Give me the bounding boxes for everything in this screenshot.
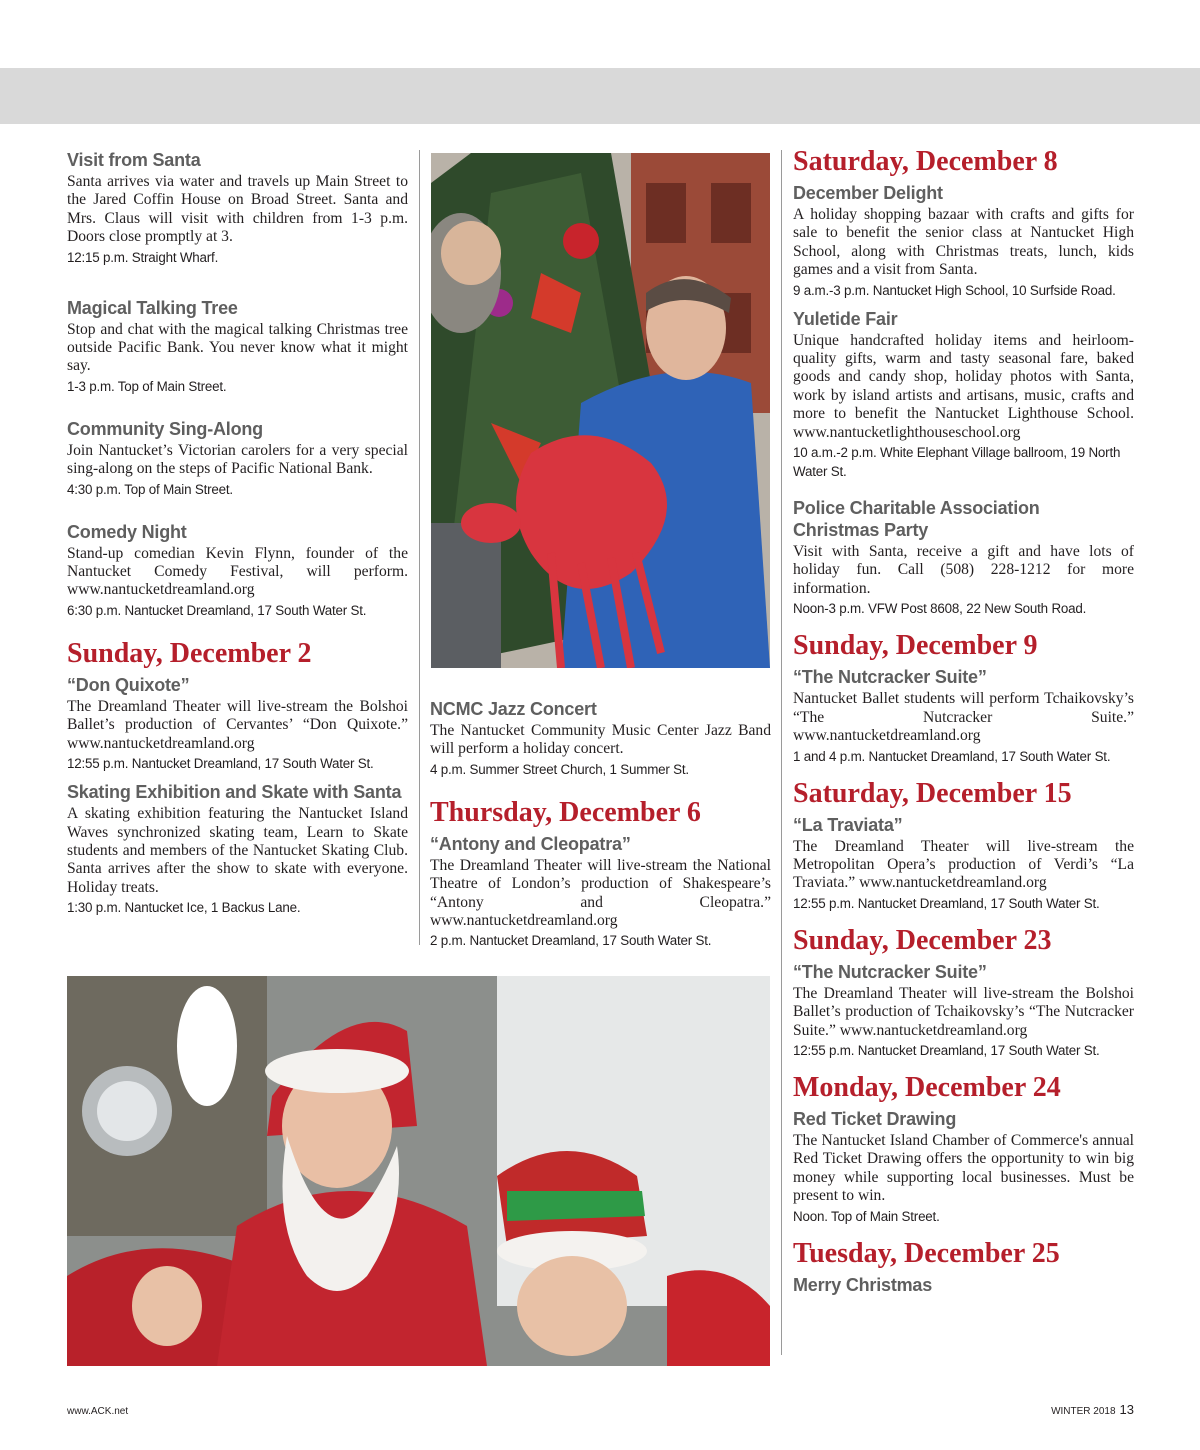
event-description: Join Nantucket’s Victorian carolers for a very special sing-along on the steps of Pacific National Bank.	[67, 441, 408, 478]
event-description: A holiday shopping bazaar with crafts and gifts for sale to benefit the senior class at Nantucket High School, along with Christmas treats, lunch, kids games and a visit from Santa.	[793, 206, 1134, 279]
footer-issue	[1051, 1402, 1134, 1417]
event-description: A skating exhibition featuring the Nantucket Island Waves synchronized skating team, Learn to Skate students and members of the Nantucket Skating Club. Santa arrives after the show to skate with everyone. Holiday treats.	[67, 805, 408, 896]
photo-illustration	[67, 976, 770, 1366]
event-police-christmas-party	[793, 497, 1134, 618]
day-section-thursday-dec-6	[430, 797, 771, 951]
event-title: “Don Quixote”	[67, 674, 190, 695]
event-time: 2 p.m. Nantucket Dreamland, 17 South Water St.	[430, 933, 712, 949]
event-description: Unique handcrafted holiday items and heirloom-quality gifts, warm and tasty seasonal fare, baked goods and candy shop, holiday photos with Santa, work by island artists and artisans, music, crafts and more to benefit the Nantucket Lighthouse School. www.nantucketlighthouseschool.org	[793, 331, 1134, 441]
event-skating-exhibition	[67, 781, 408, 917]
event-merry-christmas	[793, 1274, 1134, 1296]
event-description: The Dreamland Theater will live-stream the Bolshoi Ballet’s production of Tchaikovsky’s “The Nutcracker Suite.” www.nantucketdreamland.org	[793, 984, 1134, 1039]
day-heading: Thursday, December 6	[430, 796, 701, 828]
event-comedy-night	[67, 521, 408, 620]
event-description: Santa arrives via water and travels up Main Street to the Jared Coffin House on Broad Street. Santa and Mrs. Claus will visit with children from 1-3 p.m. Doors close promptly at 3.	[67, 173, 408, 246]
event-nutcracker-ballet	[793, 666, 1134, 765]
photo-christmas-tree-man	[431, 153, 770, 668]
day-heading: Monday, December 24	[793, 1071, 1061, 1103]
event-time: 10 a.m.-2 p.m. White Elephant Village ballroom, 19 North Water St.	[793, 445, 1121, 480]
event-time: 4 p.m. Summer Street Church, 1 Summer St.	[430, 761, 689, 777]
day-section-saturday-dec-8	[793, 146, 1134, 618]
event-la-traviata	[793, 814, 1134, 913]
event-description: The Dreamland Theater will live-stream the Bolshoi Ballet’s production of Cervantes’ “Don Quixote.” www.nantucketdreamland.org	[67, 697, 408, 752]
event-title: Skating Exhibition and Skate with Santa	[67, 782, 402, 803]
event-description: The Nantucket Community Music Center Jazz Band will perform a holiday concert.	[430, 722, 771, 758]
event-description: Stop and chat with the magical talking Christmas tree outside Pacific Bank. You never know what it might say.	[67, 320, 408, 375]
day-section-sunday-dec-23	[793, 925, 1134, 1060]
event-description: Visit with Santa, receive a gift and have lots of holiday fun. Call (508) 228-1212 for more information.	[793, 543, 1134, 597]
event-time: 4:30 p.m. Top of Main Street.	[67, 481, 233, 497]
event-title: Comedy Night	[67, 521, 187, 542]
event-title: Visit from Santa	[67, 150, 201, 170]
day-heading: Saturday, December 15	[793, 777, 1072, 809]
day-heading: Sunday, December 2	[67, 637, 312, 669]
event-description: The Dreamland Theater will live-stream the National Theatre of London’s production of Shakespeare’s “Antony and Cleopatra.” www.nantucketdreamland.org	[430, 856, 771, 930]
event-yuletide-fair	[793, 308, 1134, 481]
event-time: 1:30 p.m. Nantucket Ice, 1 Backus Lane.	[67, 900, 301, 916]
event-description: The Nantucket Island Chamber of Commerce's annual Red Ticket Drawing offers the opportunity to win big money while supporting local businesses. Must be present to win.	[793, 1131, 1134, 1205]
event-time: 1-3 p.m. Top of Main Street.	[67, 378, 227, 394]
event-title: NCMC Jazz Concert	[430, 699, 597, 719]
event-description: Nantucket Ballet students will perform Tchaikovsky’s “The Nutcracker Suite.” www.nantucketdreamland.org	[793, 690, 1134, 745]
header-bar	[0, 68, 1200, 124]
day-section-tuesday-dec-25	[793, 1238, 1134, 1296]
event-title: Magical Talking Tree	[67, 297, 238, 318]
column-divider	[419, 150, 420, 945]
event-antony-and-cleopatra	[430, 833, 771, 951]
day-section-monday-dec-24	[793, 1072, 1134, 1226]
column-right	[793, 146, 1134, 1298]
day-heading: Sunday, December 23	[793, 924, 1052, 956]
column-left	[67, 149, 408, 917]
event-red-ticket-drawing	[793, 1108, 1134, 1226]
photo-illustration	[431, 153, 770, 668]
footer-issue-label: WINTER 2018	[1051, 1406, 1116, 1417]
event-time: 12:55 p.m. Nantucket Dreamland, 17 South Water St.	[67, 756, 374, 772]
footer-url: www.ACK.net	[67, 1406, 129, 1417]
column-divider	[781, 150, 782, 1355]
event-time: 12:55 p.m. Nantucket Dreamland, 17 South Water St.	[793, 895, 1100, 911]
event-title: Yuletide Fair	[793, 308, 898, 329]
day-section-sunday-dec-9	[793, 630, 1134, 765]
event-description: Stand-up comedian Kevin Flynn, founder of the Nantucket Comedy Festival, will perform. www.nantucketdreamland.org	[67, 544, 408, 599]
column-middle	[430, 698, 771, 950]
event-time: 1 and 4 p.m. Nantucket Dreamland, 17 South Water St.	[793, 748, 1111, 764]
event-nutcracker-livestream	[793, 961, 1134, 1060]
event-time: Noon-3 p.m. VFW Post 8608, 22 New South Road.	[793, 601, 1087, 617]
event-title: Police Charitable Association Christmas Party	[793, 498, 1040, 541]
day-heading: Saturday, December 8	[793, 146, 1058, 177]
day-heading: Tuesday, December 25	[793, 1237, 1060, 1269]
event-magical-talking-tree	[67, 297, 408, 396]
event-ncmc-jazz-concert	[430, 698, 771, 779]
page-number: 13	[1119, 1402, 1134, 1417]
photo-santa-waving	[67, 976, 770, 1366]
event-community-sing-along	[67, 418, 408, 499]
event-description: The Dreamland Theater will live-stream the Metropolitan Opera’s production of Verdi’s “La Traviata.” www.nantucketdreamland.org	[793, 837, 1134, 892]
event-title: “The Nutcracker Suite”	[793, 667, 987, 688]
event-title: “The Nutcracker Suite”	[793, 961, 987, 982]
event-time: 6:30 p.m. Nantucket Dreamland, 17 South Water St.	[67, 602, 367, 618]
event-december-delight	[793, 182, 1134, 300]
event-time: 12:15 p.m. Straight Wharf.	[67, 249, 219, 265]
event-title: “Antony and Cleopatra”	[430, 833, 631, 854]
day-section-saturday-dec-15	[793, 778, 1134, 913]
day-heading: Sunday, December 9	[793, 630, 1038, 662]
event-don-quixote	[67, 674, 408, 773]
day-section-sunday-dec-2	[67, 638, 408, 917]
event-title: December Delight	[793, 183, 943, 203]
event-title: Red Ticket Drawing	[793, 1108, 957, 1129]
event-time: Noon. Top of Main Street.	[793, 1208, 940, 1224]
event-title: Community Sing-Along	[67, 418, 263, 439]
event-title: Merry Christmas	[793, 1274, 933, 1295]
event-time: 9 a.m.-3 p.m. Nantucket High School, 10 Surfside Road.	[793, 282, 1116, 298]
event-time: 12:55 p.m. Nantucket Dreamland, 17 South Water St.	[793, 1042, 1100, 1058]
event-visit-from-santa	[67, 149, 408, 267]
event-title: “La Traviata”	[793, 814, 903, 835]
